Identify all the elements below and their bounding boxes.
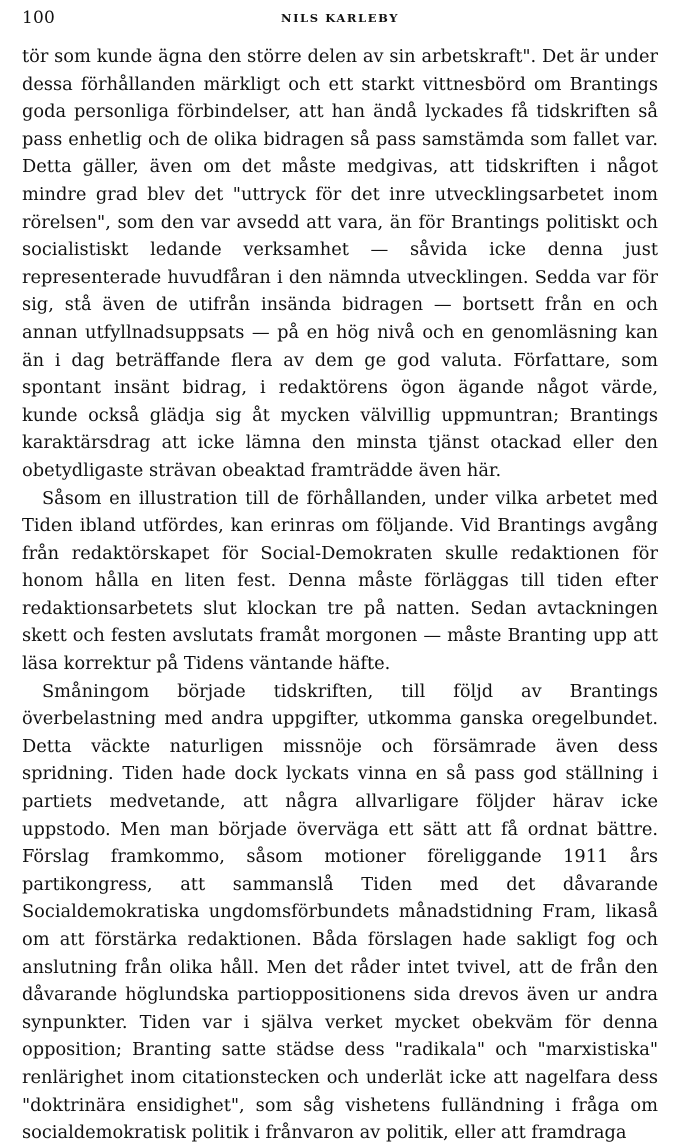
running-head: NILS KARLEBY xyxy=(280,11,400,25)
paragraph-illustration: Såsom en illustration till de förhållanden, under vilka arbetet med Tiden ibland utfördes, kan erinras om följande. Vid Brantings avgång från redaktörskapet för Social-Demokraten skulle redaktionen för honom hålla en liten fest. Denna måste förläggas till tiden efter redaktionsarbetets slut klockan tre på natten. Sedan avtackningen skett och festen avslutats framåt morgonen — måste Branting upp att läsa korrektur på Tidens väntande häfte. xyxy=(22,487,658,675)
body-text xyxy=(22,43,658,1147)
page-number: 100 xyxy=(22,8,56,28)
paragraph-continued: tör som kunde ägna den större delen av sin arbetskraft". Det är under dessa förhållanden märkligt och ett starkt vittnesbörd om Brantings goda personliga förbindelser, att han ändå lyckades få tidskriften så pass enhetlig och de olika bidragen så pass samstämda som fallet var. Detta gäller, även om det måste medgivas, att tidskriften i något mindre grad blev det "uttryck för det inre utvecklingsarbetet inom rörelsen", som den var avsedd att vara, än för Brantings politiskt och socialistiskt ledande verksamhet — såvida icke denna just representerade huvudfåran i den nämnda utvecklingen. Sedda var för sig, stå även de utifrån insända bidragen — bortsett från en och annan utfyllnadsuppsats — på en hög nivå och en genomläsning kan än i dag beträffande flera av dem ge god valuta. Författare, som spontant insänt bidrag, i redaktörens ögon ägande något värde, kunde också glädja sig åt mycken välvillig uppmuntran; Brantings karaktärsdrag att icke lämna den minsta tjänst otackad eller den obetydligaste strävan obeaktad framträdde även här. xyxy=(22,46,658,481)
page-header xyxy=(22,8,658,32)
paragraph-publication-issues: Småningom började tidskriften, till följd av Brantings överbelastning med andra uppgifter, utkomma ganska oregelbundet. Detta väckte naturligen missnöje och försämrade även dess spridning. Tiden hade dock lyckats vinna en så pass god ställning i partiets medvetande, att några allvarligare följder härav icke uppstodo. Men man började överväga ett sätt att få ordnat bättre. Förslag framkommo, såsom motioner föreliggande 1911 års partikongress, att sammanslå Tiden med det dåvarande Socialdemokratiska ungdomsförbundets månadstidning Fram, likaså om att förstärka redaktionen. Båda förslagen hade sakligt fog och anslutning från olika håll. Men det råder intet tvivel, att de från den dåvarande höglundska partioppositionens sida drevos även ur andra synpunkter. Tiden var i själva verket mycket obekväm för denna opposition; Branting satte städse dess "radikala" och "marxistiska" renlärighet inom citationstecken och underlät icke att nagelfara dess "doktrinära ensidighet", som såg vishetens fulländning i fråga om socialdemokratisk politik i frånvaron av politik, eller att framdraga xyxy=(22,680,658,1144)
